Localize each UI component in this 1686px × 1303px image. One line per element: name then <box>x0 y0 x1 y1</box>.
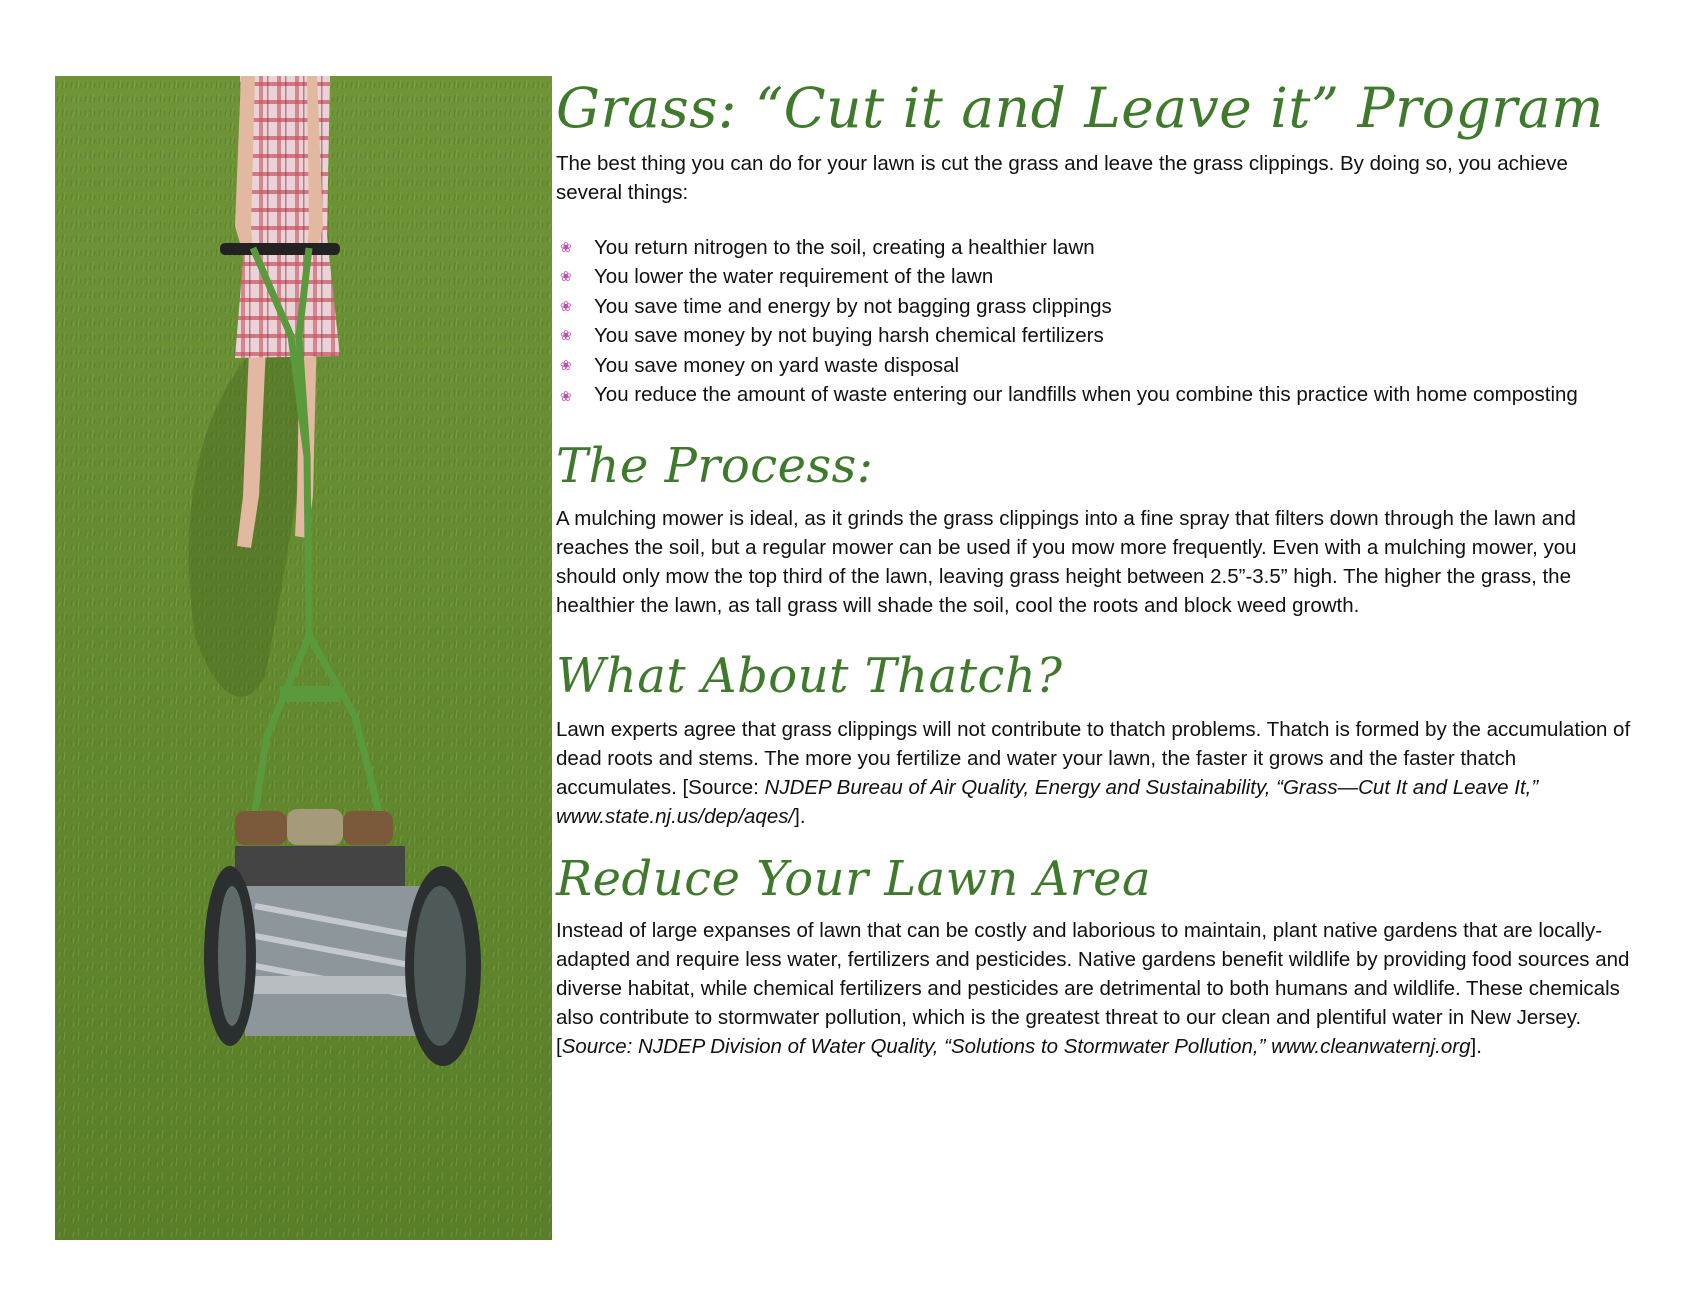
reduce-lawn-paragraph: Instead of large expanses of lawn that can be costly and laborious to maintain, plant native gardens that are locally-adapted and require less water, fertilizers and pesticides. Native gardens benefit wildlife by providing food sources and diverse habitat, while chemical fertilizers and pesticides are detrimental to both humans and wildlife. These chemicals also contribute to stormwater pollution, which is the greatest threat to our clean and plentiful water in New Jersey. [Source: NJDEP Division of Water Quality, “Solutions to Stormwater Pollution,” www.cleanwaternj.org]. <box>556 918 1630 1058</box>
list-item: ❀ You reduce the amount of waste entering our landfills when you combine this practice with home composting <box>556 380 1636 410</box>
list-item: ❀ You return nitrogen to the soil, creating a healthier lawn <box>556 233 1636 263</box>
thatch-heading: What About Thatch? <box>556 648 1063 705</box>
thatch-source-citation: NJDEP Bureau of Air Quality, Energy and Sustainability, “Grass—Cut It and Leave It,” www.state.nj.us/dep/aqes/ <box>556 776 1539 829</box>
flower-bullet-icon: ❀ <box>560 268 572 284</box>
flower-bullet-icon: ❀ <box>560 356 572 373</box>
flower-bullet-icon: ❀ <box>560 297 572 314</box>
list-item: ❀ You save money on yard waste disposal <box>556 351 1636 381</box>
stormwater-source-citation: Source: NJDEP Division of Water Quality, “Solutions to Stormwater Pollution,” www.cleanwaternj.org <box>561 1034 1471 1058</box>
grass-program-heading: Grass: “Cut it and Leave it” Program <box>556 76 1604 140</box>
process-paragraph: A mulching mower is ideal, as it grinds the grass clippings into a fine spray that filters down through the lawn and reaches the soil, but a regular mower can be used if you mow more frequently. Even with a mulching mower, you should only mow the top third of the lawn, leaving grass height between 2.5”-3.5” high. The higher the grass, the healthier the lawn, as tall grass will shade the soil, cool the roots and block weed growth. <box>556 507 1577 618</box>
list-item: ❀ You lower the water requirement of the lawn <box>556 262 1636 292</box>
article-content <box>556 78 1636 1061</box>
list-item: ❀ You save time and energy by not bagging grass clippings <box>556 292 1636 322</box>
lawn-mower-illustration <box>55 76 552 1240</box>
flower-bullet-icon: ❀ <box>560 238 572 255</box>
lawn-mower-photo <box>55 76 552 1240</box>
flower-bullet-icon: ❀ <box>560 388 572 404</box>
list-item: ❀ You save money by not buying harsh chemical fertilizers <box>556 321 1636 351</box>
thatch-paragraph: Lawn experts agree that grass clippings will not contribute to thatch problems. Thatch is formed by the accumulation of dead roots and stems. The more you fertilize and water your lawn, the faster it grows and the faster thatch accumulates. [Source: NJDEP Bureau of Air Quality, Energy and Sustainability, “Grass—Cut It and Leave It,” www.state.nj.us/dep/aqes/]. <box>556 718 1631 829</box>
process-heading: The Process: <box>556 437 874 494</box>
grass-intro-paragraph: The best thing you can do for your lawn is cut the grass and leave the grass clippings. By doing so, you achieve several things: <box>556 151 1568 204</box>
reduce-lawn-heading: Reduce Your Lawn Area <box>556 851 1152 908</box>
flower-bullet-icon: ❀ <box>560 327 572 343</box>
benefits-list <box>556 233 1636 410</box>
